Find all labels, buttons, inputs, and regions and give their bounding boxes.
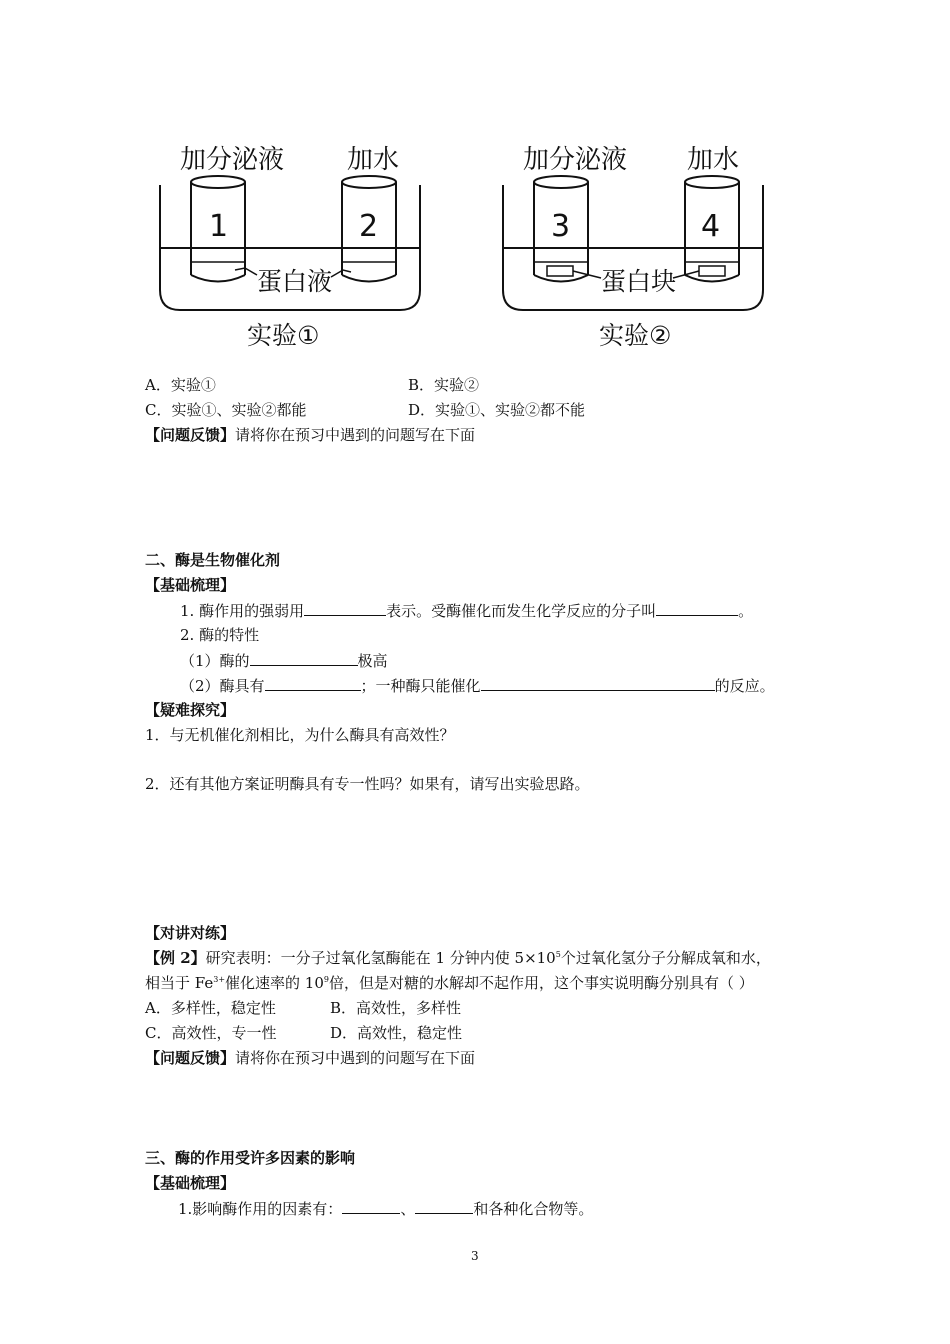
item-1-part-1: 1. 酶作用的强弱用 <box>180 602 305 620</box>
blank-factor-1[interactable] <box>342 1197 400 1214</box>
sub-2-part-3: 的反应。 <box>714 677 775 695</box>
feedback-1 <box>145 424 475 446</box>
example-line-1-b: 个过氧化氢分子分解成氧和水， <box>560 949 771 967</box>
feedback-1-head: 【问题反馈】 <box>145 426 236 444</box>
tube-1-top <box>191 176 245 188</box>
example-line-2-c: 倍，但是对糖的水解却不起作用，这个事实说明酶分别具有（ ） <box>328 974 754 992</box>
blank-factor-2[interactable] <box>415 1197 473 1214</box>
tube-4-top <box>685 176 739 188</box>
exp1-label-left: 加分泌液 <box>180 145 285 175</box>
section-2-sub-1 <box>180 649 388 672</box>
example-line-2-b: 催化速率的 10 <box>225 974 324 992</box>
sub-1-part-1: （1）酶的 <box>180 652 250 670</box>
q1-option-b: B．实验② <box>408 376 480 394</box>
example-line-2-a: 相当于 Fe <box>145 974 214 992</box>
exp2-label-left: 加分泌液 <box>523 145 628 175</box>
blank-efficiency[interactable] <box>250 649 358 666</box>
blank-enzyme-activity[interactable] <box>304 599 386 616</box>
page-number: 3 <box>471 1249 479 1263</box>
section-2-question-1: 1．与无机催化剂相比，为什么酶具有高效性？ <box>145 726 455 744</box>
exp2-label-right: 加水 <box>687 145 740 175</box>
section-3-item-1 <box>178 1197 593 1220</box>
blank-substrate[interactable] <box>656 599 738 616</box>
example-line-2-sup-2: 9 <box>323 975 329 984</box>
q1-option-d: D．实验①、实验②都不能 <box>408 401 586 419</box>
tube-3-top <box>534 176 588 188</box>
example-option-d: D．高效性，稳定性 <box>330 1024 463 1042</box>
example-option-a: A．多样性，稳定性 <box>145 999 276 1017</box>
section-2-explore-head: 【疑难探究】 <box>145 701 236 719</box>
feedback-2 <box>145 1047 475 1069</box>
example-line-1-sup: 5 <box>555 950 561 959</box>
tube-2-number: 2 <box>359 209 379 244</box>
feedback-2-head: 【问题反馈】 <box>145 1049 236 1067</box>
example-option-c: C．高效性，专一性 <box>145 1024 277 1042</box>
section-2-item-1 <box>180 599 753 622</box>
section-2-title: 二、酶是生物催化剂 <box>145 551 281 569</box>
exp1-content-label: 蛋白液 <box>257 267 333 296</box>
s3-item-1-part-3: 和各种化合物等。 <box>473 1200 594 1218</box>
protein-block-4 <box>699 266 725 276</box>
section-2-question-2: 2．还有其他方案证明酶具有专一性吗？如果有，请写出实验思路。 <box>145 775 590 793</box>
experiment-diagram <box>145 130 785 360</box>
blank-specificity[interactable] <box>265 674 361 691</box>
tube-2-top <box>342 176 396 188</box>
example-2-line-1 <box>145 947 771 969</box>
q1-option-c: C．实验①、实验②都能 <box>145 401 307 419</box>
section-2-item-2: 2. 酶的特性 <box>180 626 260 644</box>
exp2-caption: 实验② <box>599 321 672 350</box>
s3-item-1-part-2: 、 <box>400 1200 416 1218</box>
blank-reaction-type[interactable] <box>481 674 715 691</box>
sub-1-part-2: 极高 <box>357 652 388 670</box>
example-2-label: 【例 2】 <box>145 949 206 967</box>
protein-block-3 <box>547 266 573 276</box>
section-2-sub-2 <box>180 674 775 697</box>
example-2-line-2 <box>145 972 754 994</box>
s3-item-1-part-1: 1.影响酶作用的因素有： <box>178 1200 343 1218</box>
example-line-2-sup: 3+ <box>213 975 226 984</box>
sub-2-part-1: （2）酶具有 <box>180 677 265 695</box>
practice-head: 【对讲对练】 <box>145 924 236 942</box>
item-1-part-3: 。 <box>738 602 754 620</box>
item-1-part-2: 表示。受酶催化而发生化学反应的分子叫 <box>386 602 657 620</box>
feedback-2-body: 请将你在预习中遇到的问题写在下面 <box>235 1049 476 1067</box>
exp2-content-label: 蛋白块 <box>601 267 677 296</box>
q1-option-a: A．实验① <box>145 376 216 394</box>
tube-1-number: 1 <box>209 209 229 244</box>
example-option-b: B．高效性，多样性 <box>330 999 462 1017</box>
tube-4-number: 4 <box>701 209 721 244</box>
tube-3-number: 3 <box>551 209 571 244</box>
section-3-basic-head: 【基础梳理】 <box>145 1174 236 1192</box>
sub-2-part-2: ；一种酶只能催化 <box>360 677 481 695</box>
section-3-title: 三、酶的作用受许多因素的影响 <box>145 1149 356 1167</box>
feedback-1-body: 请将你在预习中遇到的问题写在下面 <box>235 426 476 444</box>
exp1-caption: 实验① <box>247 321 320 350</box>
exp1-label-right: 加水 <box>347 145 400 175</box>
section-2-basic-head: 【基础梳理】 <box>145 576 236 594</box>
experiment-figure <box>145 130 785 360</box>
example-line-1-a: 研究表明：一分子过氧化氢酶能在 1 分钟内使 5×10 <box>205 949 556 967</box>
